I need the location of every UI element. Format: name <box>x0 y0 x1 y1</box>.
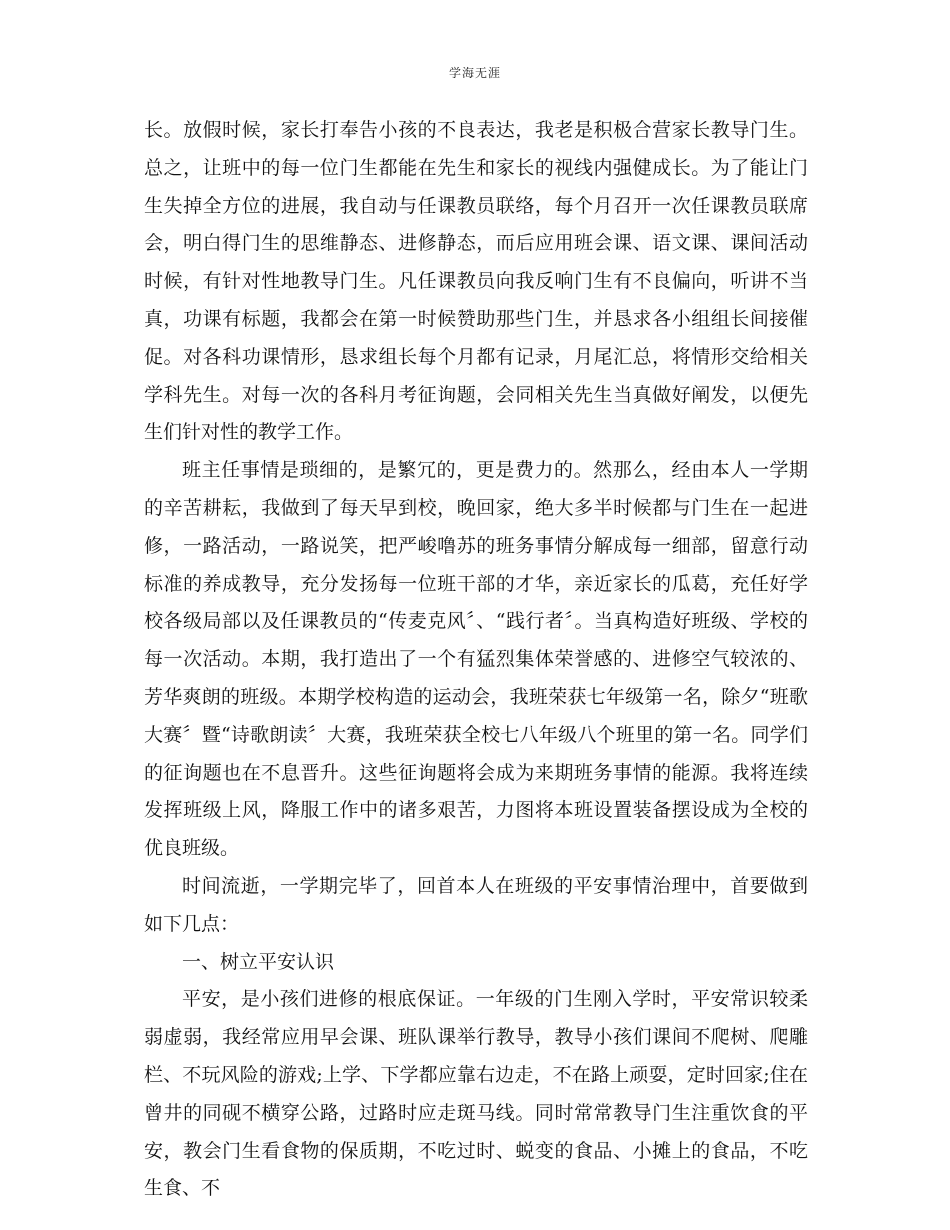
paragraph: 时间流逝，一学期完毕了，回首本人在班级的平安事情治理中，首要做到如下几点： <box>144 874 808 935</box>
page-header: 学海无涯 <box>448 66 501 80</box>
section-heading: 一、树立平安认识 <box>182 950 335 973</box>
paragraph: 长。放假时候，家长打奉告小孩的不良表达，我老是积极合营家长教导门生。总之，让班中的每一位门生都能在先生和家长的视线内强健成长。为了能让门生失掉全方位的进展，我自动与任课教员联络，每个月召开一次任课教员联席会，明白得门生的思维静态、进修静态，而后应用班会课、语文课、课间活动时候，有针对性地教导门生。凡任课教员向我反响门生有不良偏向，听讲不当真，功课有标题，我都会在第一时候赞助那些门生，并恳求各小组组长间接催促。对各科功课情形，恳求组长每个月都有记录，月尾汇总，将情形交给相关学科先生。对每一次的各科月考征询题，会同相关先生当真做好阐发，以便先生们针对性的教学工作。 <box>144 119 808 444</box>
paragraph: 班主任事情是琐细的，是繁冗的，更是费力的。然那么，经由本人一学期的辛苦耕耘，我做到了每天早到校，晚回家，绝大多半时候都与门生在一起进修，一路活动，一路说笑，把严峻噜苏的班务事情分解成每一细部，留意行动标准的养成教导，充分发扬每一位班干部的才华，亲近家长的瓜葛，充任好学校各级局部以及任课教员的“传麦克风〞、“践行者〞。当真构造好班级、学校的每一次活动。本期，我打造出了一个有猛烈集体荣誉感的、进修空气较浓的、芳华爽朗的班级。本期学校构造的运动会，我班荣获七年级第一名，除夕“班歌大赛〞暨“诗歌朗读〞大赛，我班荣获全校七八年级八个班里的第一名。同学们的征询题也在不息晋升。这些征询题将会成为来期班务事情的能源。我将连续发挥班级上风，降服工作中的诸多艰苦，力图将本班设置装备摆设成为全校的优良班级。 <box>144 459 808 860</box>
paragraph: 平安，是小孩们进修的根底保证。一年级的门生刚入学时，平安常识较柔弱虚弱，我经常应用早会课、班队课举行教导，教导小孩们课间不爬树、爬雕栏、不玩风险的游戏;上学、下学都应靠右边走，不在路上顽耍，定时回家;住在曾井的同砚不横穿公路，过路时应走斑马线。同时常常教导门生注重饮食的平安，教会门生看食物的保质期，不吃过时、蜕变的食品、小摊上的食品，不吃生食、不 <box>144 988 808 1200</box>
document-body <box>144 112 808 1208</box>
